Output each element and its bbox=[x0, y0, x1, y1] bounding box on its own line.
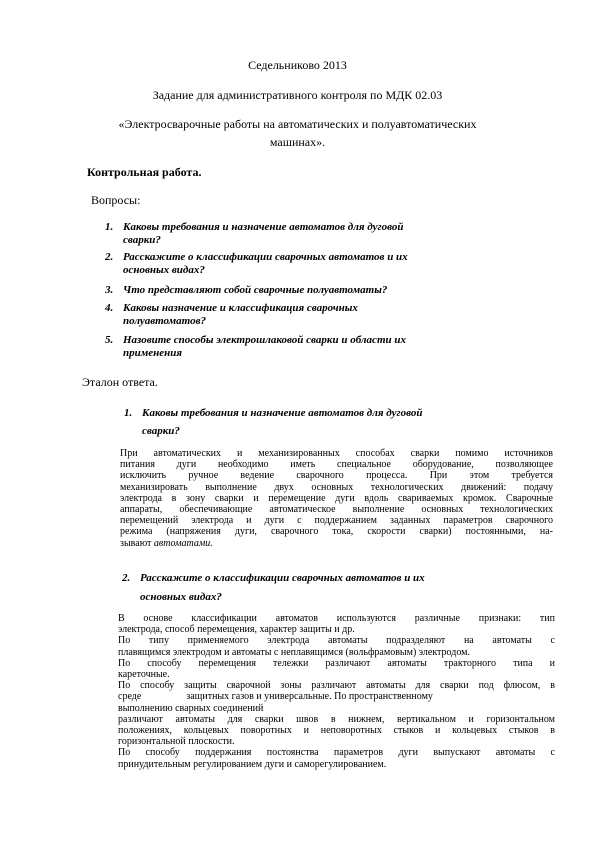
question-item-4 bbox=[105, 302, 358, 328]
questions-label: Вопросы: bbox=[91, 193, 141, 207]
question-number: 5. bbox=[105, 334, 114, 346]
answer-1-line: механизировать выполнение двух основных технологических движений: подачу bbox=[120, 481, 553, 493]
question-item-1 bbox=[105, 221, 403, 247]
answer-2-paragraph: различают автоматы для сварки швов в нижнем, вертикальном и горизонтальном положениях, кольцевых поворотных и неповоротных стыков и кольцевых стыков в горизонтальной плоскости. bbox=[118, 713, 555, 748]
answer-2-heading bbox=[122, 569, 425, 607]
answer-2-paragraph: По типу применяемого электрода автоматы подразделяют на автоматы с плавящимся электродом и автоматы с неплавящимся (вольфрамовым) электродом. bbox=[118, 635, 555, 658]
question-text-line2: сварки? bbox=[123, 234, 161, 246]
question-item-2 bbox=[105, 251, 408, 277]
document-subject-line-2: машинах». bbox=[269, 135, 326, 149]
answer-1-line: При автоматических и механизированных способах сварки помимо источников bbox=[120, 448, 553, 459]
answer-key-label: Эталон ответа. bbox=[82, 375, 158, 389]
question-number: 4. bbox=[105, 302, 114, 314]
question-item-3 bbox=[105, 284, 387, 297]
term-automata: автоматами. bbox=[153, 537, 213, 549]
answer-number: 2. bbox=[122, 572, 131, 584]
question-text-line1: Что представляют собой сварочные полуавтоматы? bbox=[123, 284, 388, 296]
answer-1-body bbox=[120, 448, 553, 549]
answer-2-paragraph: По способу перемещения тележки различают автоматы тракторного типа и кареточные. bbox=[118, 657, 555, 681]
answer-1-line: режима (напряжения дуги, сварочного тока, скорости сварки) постоянными, на- bbox=[120, 526, 553, 538]
answer-heading-line1: Каковы требования и назначение автоматов для дуговой bbox=[142, 407, 423, 419]
answer-2-body bbox=[118, 613, 555, 770]
document-subject-line-1: «Электросварочные работы на автоматических и полуавтоматических bbox=[118, 117, 477, 131]
question-number: 3. bbox=[105, 284, 114, 296]
document-location-year: Седельниково 2013 bbox=[248, 58, 347, 72]
answer-heading-line2: основных видах? bbox=[140, 591, 222, 603]
answer-heading-line1: Расскажите о классификации сварочных автоматов и их bbox=[140, 572, 425, 584]
answer-2-paragraph: По способу защиты сварочной зоны различают автоматы для сварки под флюсом, в среде защитных газов и универсальные. По пространственному выполнению сварных соединений bbox=[118, 680, 555, 714]
question-item-5 bbox=[105, 334, 406, 360]
answer-1-heading bbox=[124, 404, 422, 440]
answer-1-line: исключить ручное ведение сварочного процесса. При этом требуется bbox=[120, 470, 553, 482]
answer-1-line: питания дуги необходимо иметь специальное оборудование, позволяющее bbox=[120, 459, 553, 471]
question-number: 2. bbox=[105, 251, 114, 263]
question-text-line2: основных видах? bbox=[123, 264, 205, 276]
answer-2-paragraph: По способу поддержания постоянства параметров дуги выпускают автоматы с принудительным регулированием дуги и саморегулированием. bbox=[118, 747, 555, 770]
question-text-line2: применения bbox=[123, 347, 183, 359]
control-work-title: Контрольная работа. bbox=[87, 165, 202, 179]
answer-1-line: аппараты, обеспечивающие автоматическое выполнение основных технологических bbox=[120, 504, 553, 516]
answer-1-line: перемещений электрода и дуги с поддержанием заданных параметров сварочного bbox=[120, 515, 553, 527]
question-number: 1. bbox=[105, 221, 114, 233]
document-task-line: Задание для административного контроля по МДК 02.03 bbox=[152, 88, 443, 102]
answer-1-line: электрода в зону сварки и перемещение дуги вдоль свариваемых кромок. Сварочные bbox=[120, 492, 553, 504]
answer-heading-line2: сварки? bbox=[142, 425, 180, 437]
question-text-line1: Каковы назначение и классификация сварочных bbox=[123, 302, 358, 314]
answer-1-last-line: зывают автоматами. bbox=[120, 537, 213, 549]
question-text-line2: полуавтоматов? bbox=[123, 315, 206, 327]
question-text-line1: Каковы требования и назначение автоматов для дуговой bbox=[123, 221, 404, 233]
question-text-line1: Назовите способы электрошлаковой сварки и области их bbox=[123, 334, 406, 346]
question-text-line1: Расскажите о классификации сварочных автоматов и их bbox=[123, 251, 408, 263]
answer-2-paragraph: В основе классификации автоматов используются различные признаки: тип электрода, способ перемещения, характер защиты и др. bbox=[118, 613, 555, 636]
answer-number: 1. bbox=[124, 407, 133, 419]
